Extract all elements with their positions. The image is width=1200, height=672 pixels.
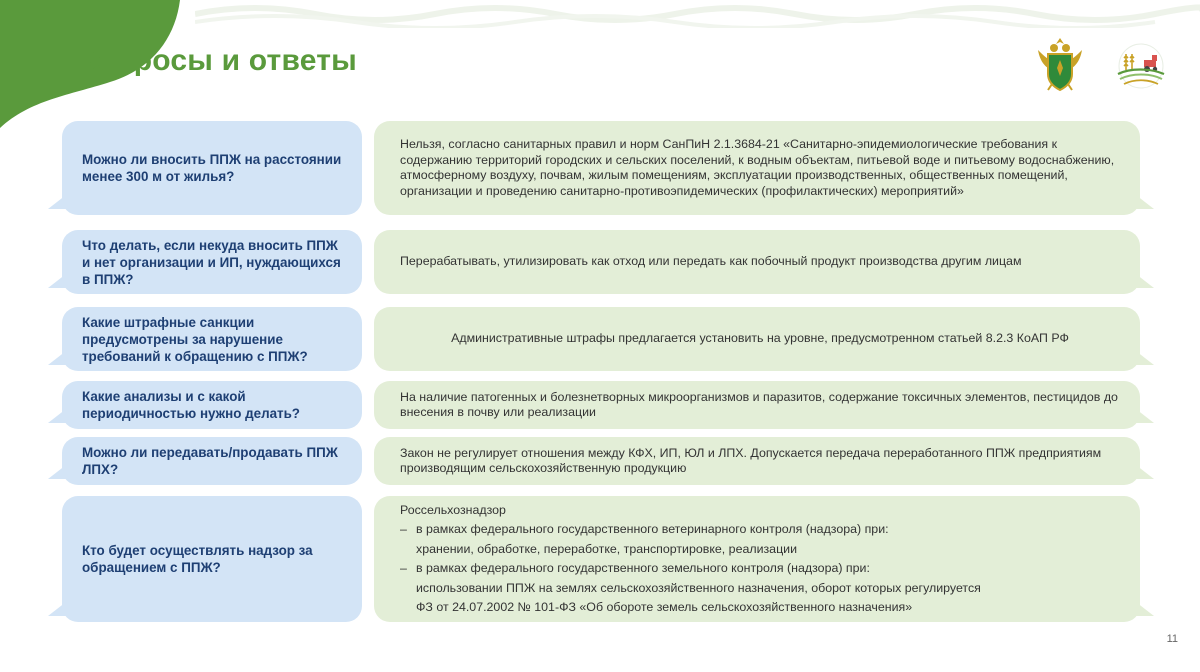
answer-list — [400, 501, 981, 618]
question-bubble — [62, 121, 362, 215]
answer-bubble — [374, 307, 1140, 371]
agro-logo — [1112, 40, 1170, 90]
question-bubble — [62, 307, 362, 371]
qa-row — [62, 230, 1142, 294]
answer-list-heading: Россельхознадзор — [400, 502, 506, 517]
answer-list-item — [400, 520, 981, 540]
answer-text: Перерабатывать, утилизировать как отход или передать как побочный продукт производства другим лицам — [400, 254, 1022, 269]
qa-row — [62, 381, 1142, 429]
answer-list-subtext: ФЗ от 24.07.2002 № 101-ФЗ «Об обороте земель сельскохозяйственного назначения» — [416, 600, 913, 614]
answer-list-item-text: в рамках федерального государственного ветеринарного контроля (надзора) при: — [416, 522, 889, 536]
question-bubble — [62, 496, 362, 622]
question-text: Кто будет осуществлять надзор за обращением с ППЖ? — [82, 543, 313, 575]
question-text: Можно ли передавать/продавать ППЖ ЛПХ? — [82, 445, 338, 477]
question-text: Что делать, если некуда вносить ППЖ и нет организации и ИП, нуждающихся в ППЖ? — [82, 237, 341, 287]
qa-row — [62, 496, 1142, 622]
answer-list-item-text: в рамках федерального государственного земельного контроля (надзора) при: — [416, 561, 870, 575]
question-text: Можно ли вносить ППЖ на расстоянии менее 300 м от жилья? — [82, 152, 342, 184]
answer-text: На наличие патогенных и болезнетворных микроорганизмов и паразитов, содержание токсичных элементов, пестицидов до внесения в почву или реализации — [400, 389, 1118, 419]
answer-list-subtext: использовании ППЖ на землях сельскохозяйственного назначения, оборот которых регулируется — [416, 580, 981, 595]
answer-bubble — [374, 230, 1140, 294]
emblem-logo — [1030, 32, 1090, 94]
page-number: 11 — [1166, 633, 1178, 645]
top-watermark-decoration — [195, 0, 1200, 28]
answer-bubble — [374, 437, 1140, 485]
answer-list-item — [400, 559, 981, 579]
answer-bubble — [374, 121, 1140, 215]
question-bubble — [62, 437, 362, 485]
list-dash: – — [400, 561, 407, 575]
answer-bubble — [374, 496, 1140, 622]
page-title: Вопросы и ответы — [75, 44, 357, 77]
answer-list-subtext: хранении, обработке, переработке, транспортировке, реализации — [416, 541, 798, 556]
qa-row — [62, 437, 1142, 485]
question-text: Какие анализы и с какой периодичностью нужно делать? — [82, 389, 300, 421]
question-bubble — [62, 381, 362, 429]
list-dash: – — [400, 522, 407, 536]
answer-text: Нельзя, согласно санитарных правил и норм СанПиН 2.1.3684-21 «Санитарно-эпидемиологические требования к содержанию территорий городских и сельских поселений, к водным объектам, питьевой воде и питьевому водоснабжению, атмосферному воздуху, почвам, жилым помещениям, эксплуатации производственных, общественных помещений, организации и проведению санитарно-противоэпидемических (профилактических) мероприятий» — [400, 137, 1115, 198]
answer-text: Административные штрафы предлагается установить на уровне, предусмотренном статьей 8.2.3 КоАП РФ — [451, 331, 1069, 346]
qa-row — [62, 307, 1142, 371]
answer-bubble — [374, 381, 1140, 429]
question-bubble — [62, 230, 362, 294]
question-text: Какие штрафные санкции предусмотрены за нарушение требований к обращению с ППЖ? — [82, 314, 308, 364]
answer-text: Закон не регулирует отношения между КФХ, ИП, ЮЛ и ЛПХ. Допускается передача переработанного ППЖ предприятиям производящим сельскохозяйственную продукцию — [400, 445, 1102, 475]
qa-row — [62, 121, 1142, 215]
